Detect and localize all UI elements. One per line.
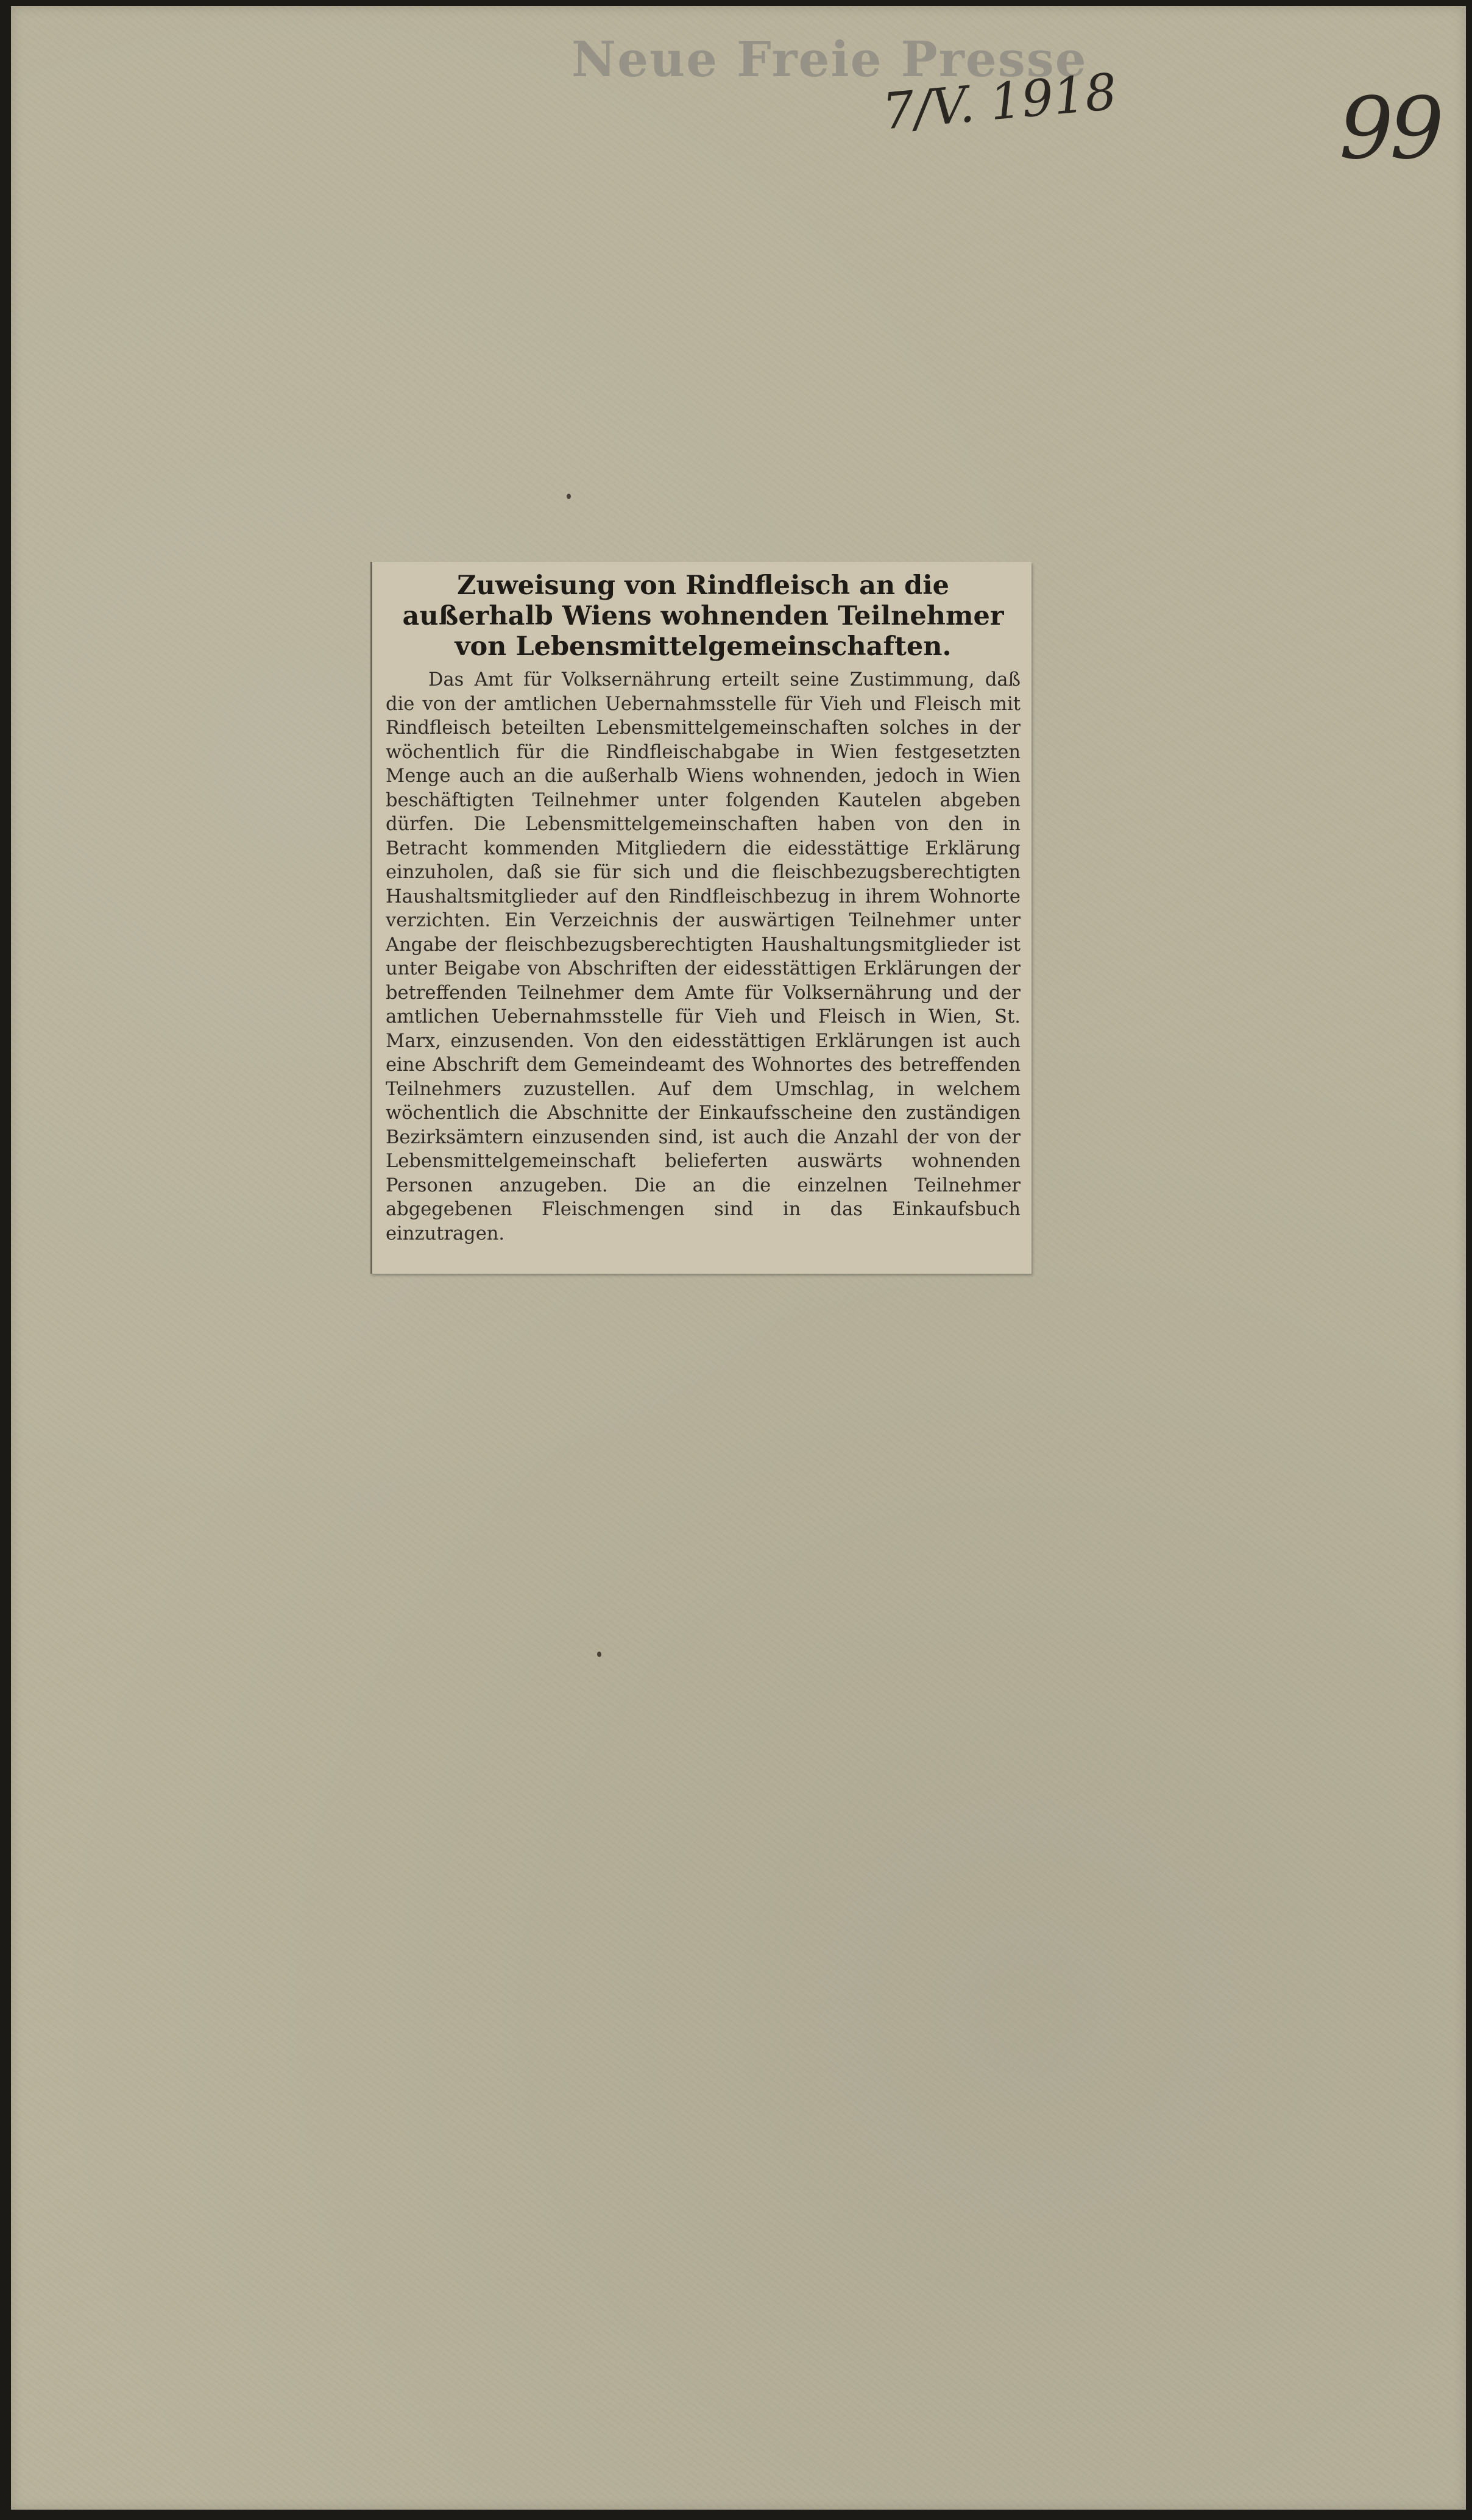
archive-sheet (11, 6, 1466, 2510)
newspaper-name-stamp: Neue Freie Presse (571, 30, 1088, 88)
newspaper-clipping (370, 562, 1031, 1274)
paper-speck (597, 1652, 601, 1657)
article-body: Das Amt für Volksernährung erteilt seine Zustimmung, daß die von der amtlichen Uebernahmsstelle für Vieh und Fleisch mit Rindfleisch beteilten Lebensmittelgemeinschaften solches in der wöchentlich für die Rindfleischabgabe in Wien festgesetzten Menge auch an die außerhalb Wiens wohnenden, jedoch in Wien beschäftigten Teilnehmer unter folgenden Kautelen abgeben dürfen. Die Lebensmittelgemeinschaften haben von den in Betracht kommenden Mitgliedern die eidesstättige Erklärung einzuholen, daß sie für sich und die fleischbezugsberechtigten Haushaltsmitglieder auf den Rindfleischbezug in ihrem Wohnorte verzichten. Ein Verzeichnis der auswärtigen Teilnehmer unter Angabe der fleischbezugsberechtigten Haushaltungsmitglieder ist unter Beigabe von Abschriften der eidesstättigen Erklärungen der betreffenden Teilnehmer dem Amte für Volksernährung und der amtlichen Uebernahmsstelle für Vieh und Fleisch in Wien, St. Marx, einzusenden. Von den eidesstättigen Erklärungen ist auch eine Abschrift dem Gemeindeamt des Wohnortes des betreffenden Teilnehmers zuzustellen. Auf dem Umschlag, in welchem wöchentlich die Abschnitte der Einkaufsscheine den zuständigen Bezirksämtern einzusenden sind, ist auch die Anzahl der von der Lebensmittelgemeinschaft belieferten auswärts wohnenden Personen anzugeben. Die an die einzelnen Teilnehmer abgegebenen Fleischmengen sind in das Einkaufsbuch einzutragen. (386, 669, 1021, 1244)
handwritten-folio-number: 99 (1339, 79, 1441, 179)
paper-speck (567, 494, 571, 499)
handwritten-date: 7/V. 1918 (880, 63, 1119, 141)
article-headline: Zuweisung von Rindfleisch an die außerhalb Wiens wohnenden Teilnehmer von Lebensmittelgemeinschaften. (402, 570, 1004, 662)
